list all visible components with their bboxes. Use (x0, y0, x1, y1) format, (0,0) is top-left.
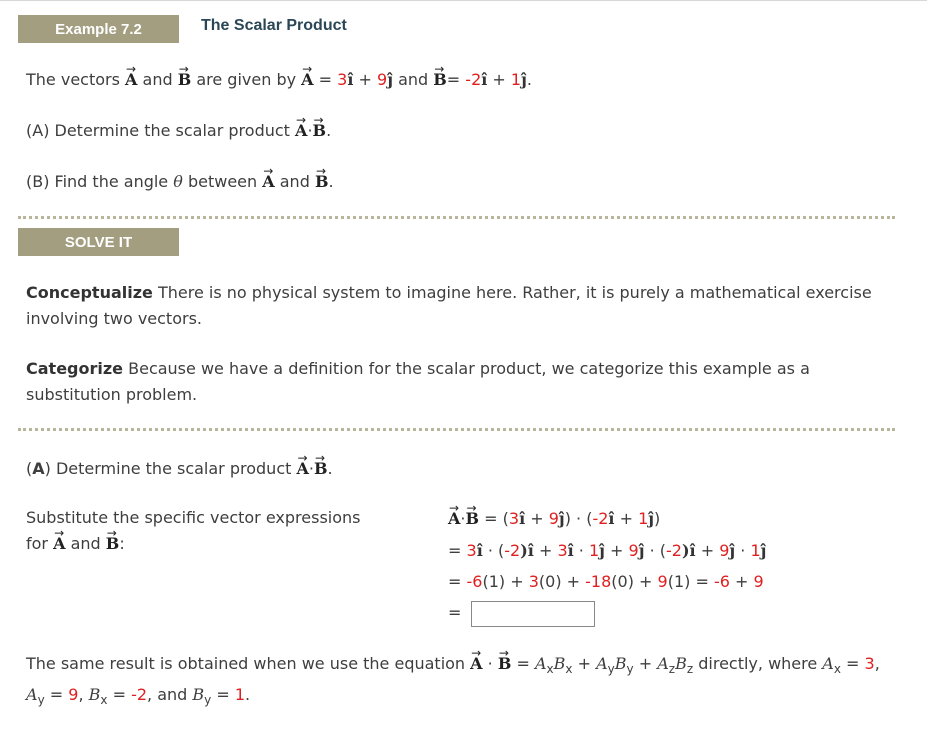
unit-i: )î (520, 541, 534, 560)
subscript: y (607, 662, 615, 677)
subscript: z (686, 662, 694, 677)
value: -2 (131, 685, 148, 705)
part-letter: A (32, 459, 45, 478)
value: 9 (753, 572, 764, 591)
plus: + (614, 509, 639, 528)
categorize-text: Because we have a definition for the scalar product, we categorize this example as a substitution problem. (26, 359, 810, 404)
value: 9 (628, 541, 639, 560)
categorize-label: Categorize (26, 359, 124, 378)
eq-text: = (511, 654, 535, 673)
eq-text: (0) + (611, 572, 658, 591)
value: -6 (713, 572, 730, 591)
period: . (328, 172, 334, 191)
instruction-text: for (26, 534, 54, 553)
instruction-line (26, 531, 360, 557)
vector-b: → B (106, 531, 120, 557)
intro-text: The vectors (26, 70, 126, 89)
intro-text: = (313, 70, 338, 89)
eq-text: ) (654, 509, 661, 528)
value: 3 (864, 654, 875, 673)
subscript: x (565, 662, 573, 677)
eq-text: ) · ( (564, 509, 593, 528)
vector-b: → B (498, 651, 512, 677)
vector-a: → A (448, 506, 460, 532)
intro-text: and (137, 70, 178, 89)
eq-text: = (448, 603, 462, 622)
subscript: x (546, 662, 554, 677)
var: B (88, 685, 101, 705)
value-bx: -2 (465, 70, 482, 89)
var: A (596, 654, 608, 673)
period: . (327, 459, 333, 478)
solve-it-label (18, 228, 179, 256)
equation-line-1 (448, 506, 660, 532)
prompt-text: between (182, 172, 263, 191)
value: 1 (588, 541, 600, 560)
value: 9 (657, 572, 668, 591)
unit-i: î (476, 541, 483, 560)
subscript: y (204, 693, 212, 708)
instruction-text: and (65, 534, 106, 553)
plus: + (572, 654, 597, 673)
value: -6 (466, 572, 483, 591)
equation-line-2 (448, 538, 766, 564)
problem-statement (26, 67, 532, 93)
eq-text: (0) + (538, 572, 586, 591)
value: -2 (504, 541, 521, 560)
vector-b: → B (178, 67, 192, 93)
vector-b: → B (433, 67, 447, 93)
eq-text: = (44, 685, 69, 705)
unit-j: ĵ (729, 541, 736, 560)
value: 3 (528, 572, 539, 591)
period: . (245, 685, 251, 705)
prompt-text: and (274, 172, 315, 191)
value: 3 (466, 541, 477, 560)
subscript: x (100, 693, 108, 708)
conceptualize-label: Conceptualize (26, 283, 153, 302)
equation-line-4 (448, 600, 595, 627)
eq-text: = ( (479, 509, 509, 528)
vector-a: → A (262, 169, 274, 195)
value: -2 (666, 541, 682, 560)
vector-a: → A (53, 531, 65, 557)
unit-j: ĵ (599, 541, 605, 560)
example-title: The Scalar Product (201, 17, 347, 34)
plus: + (487, 70, 511, 89)
var: B (553, 654, 566, 673)
intro-text: are given by (191, 70, 302, 89)
unit-i: î (347, 70, 354, 89)
vector-b: → B (466, 506, 480, 532)
subscript: x (833, 662, 841, 677)
unit-j: ĵ (760, 541, 767, 560)
value: 1 (638, 509, 649, 528)
plus: + (525, 509, 549, 528)
intro-text: = (446, 70, 466, 89)
eq-text: · ( (644, 541, 667, 560)
unit-j: ĵ (648, 509, 655, 528)
subscript: z (668, 662, 676, 677)
vector-b: → B (313, 118, 327, 144)
subscript: y (37, 693, 45, 708)
intro-text: and (392, 70, 434, 89)
var: A (534, 654, 547, 673)
unit-j: ĵ (558, 509, 565, 528)
part-a-prompt (26, 118, 331, 144)
dot-operator: · (460, 509, 466, 528)
part-a-heading (26, 456, 333, 482)
eq-text: (1) = (667, 572, 714, 591)
top-border (0, 0, 927, 1)
var: A (822, 654, 834, 673)
instruction-line: Substitute the specific vector expressions (26, 508, 361, 527)
section-divider (18, 216, 895, 219)
categorize-paragraph (26, 356, 896, 408)
heading-text: ) Determine the scalar product (44, 459, 297, 478)
plus: + (353, 70, 377, 89)
eq-text: · (735, 541, 751, 560)
eq-text: = (448, 541, 467, 560)
eq-text: = (840, 654, 865, 673)
example-label (18, 15, 179, 43)
vector-a: → A (301, 67, 313, 93)
eq-text: (1) + (482, 572, 529, 591)
conceptualize-paragraph (26, 280, 896, 332)
value: 3 (508, 509, 520, 528)
value: 9 (719, 541, 730, 560)
prompt-text: (B) Find the angle (26, 172, 174, 191)
var: B (675, 654, 687, 673)
eq-text: · (573, 541, 589, 560)
equation-line-3 (448, 569, 764, 595)
paren: ( (26, 459, 33, 478)
section-divider (18, 428, 895, 431)
value: 9 (548, 509, 559, 528)
dot-operator: · (308, 459, 314, 478)
unit-j: ĵ (387, 70, 393, 89)
vector-a: → A (470, 651, 482, 677)
unit-i: î (608, 509, 615, 528)
eq-text: + (729, 572, 754, 591)
period: . (326, 121, 332, 140)
period: . (526, 70, 532, 89)
eq-text: = (107, 685, 132, 705)
plus: + (604, 541, 629, 560)
var: A (26, 685, 38, 705)
theta-symbol: θ (173, 172, 183, 191)
var: B (614, 654, 627, 673)
value-ay: 9 (377, 70, 388, 89)
value: 9 (68, 685, 79, 705)
unit-i: î (567, 541, 574, 560)
value: 1 (234, 685, 246, 705)
var: A (657, 654, 669, 673)
substitute-instruction (26, 505, 360, 557)
eq-text: · ( (482, 541, 505, 560)
answer-input[interactable] (471, 601, 595, 627)
instruction-text: : (119, 534, 125, 553)
unit-j: ĵ (638, 541, 645, 560)
vector-a: → A (296, 456, 308, 482)
subscript: y (626, 662, 634, 677)
prompt-text: (A) Determine the scalar product (26, 121, 296, 140)
value-ax: 3 (337, 70, 348, 89)
unit-i: )î (681, 541, 696, 560)
closing-text: , and (147, 685, 193, 705)
dot-operator: · (307, 121, 313, 140)
example-label-text: Example 7.2 (55, 20, 142, 38)
closing-text: directly, where (693, 654, 823, 673)
unit-j: ĵ (521, 70, 527, 89)
unit-i: î (519, 509, 526, 528)
comma: , (874, 654, 880, 673)
plus: + (533, 541, 558, 560)
value: -2 (592, 509, 609, 528)
comma: , (78, 685, 89, 705)
value-by: 1 (510, 70, 522, 89)
vector-b: → B (314, 456, 328, 482)
plus: + (633, 654, 658, 673)
value: -18 (585, 572, 612, 591)
value: 3 (557, 541, 568, 560)
vector-a: → A (125, 67, 137, 93)
unit-i: î (481, 70, 488, 89)
value: 1 (750, 541, 761, 560)
closing-paragraph (26, 651, 896, 713)
vector-b: → B (315, 169, 329, 195)
eq-text: = (448, 572, 467, 591)
dot-operator: · (482, 654, 498, 673)
plus: + (695, 541, 720, 560)
vector-a: → A (295, 118, 307, 144)
eq-text: = (211, 685, 235, 705)
solve-it-text: SOLVE IT (64, 233, 133, 251)
var: B (192, 685, 205, 705)
closing-text: The same result is obtained when we use the equation (26, 654, 471, 673)
conceptualize-text: There is no physical system to imagine here. Rather, it is purely a mathematical exercise involving two vectors. (26, 283, 872, 328)
part-b-prompt (26, 169, 334, 195)
